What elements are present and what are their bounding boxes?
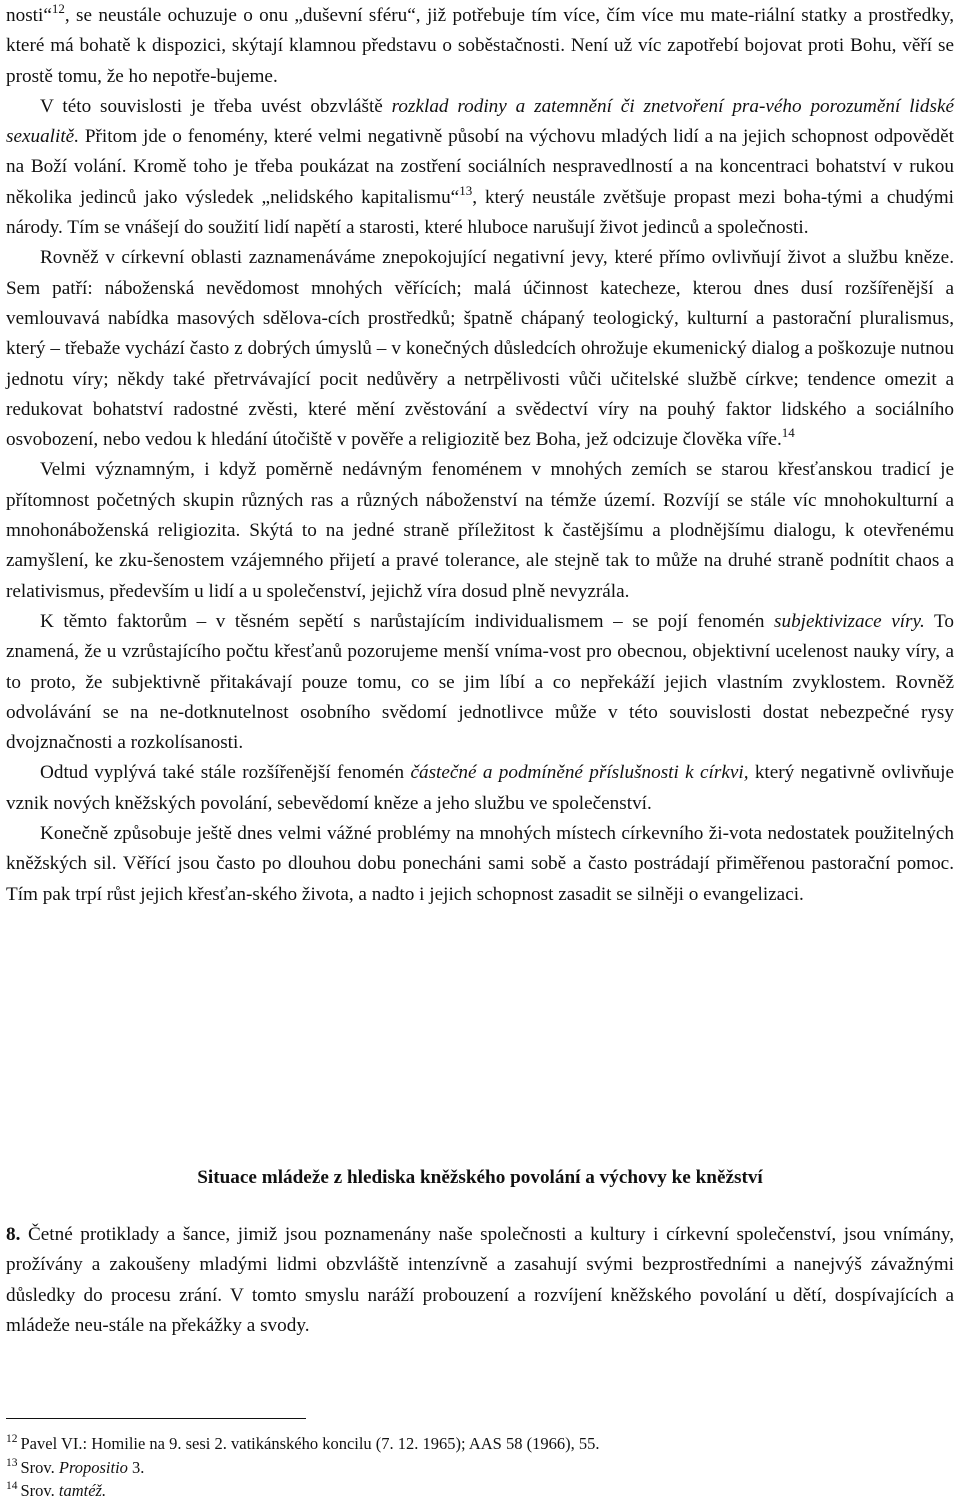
paragraph-5 xyxy=(6,607,954,758)
text-run: Četné protiklady a šance, jimiž jsou poznamenány naše společnosti a kultury i církevní společenství, jsou vnímány, prožívány a zakoušeny mladými lidmi obzvláště intenzívně a zasahují svými bezprostředními a nanejvýš závažnými důsledky do procesu zrání. V tomto smyslu naráží probouzení a rozvíjení kněžského povolání u dětí, dospívajících a mládeže neu-stále na překážky a svody. xyxy=(6,1224,954,1336)
paragraph-3 xyxy=(6,243,954,455)
emphasis: částečné a podmíněné příslušnosti k církvi, xyxy=(410,762,749,784)
footnote-number: 14 xyxy=(6,1480,18,1492)
text-run: To znamená, že u vzrůstajícího počtu křesťanů pozorujeme menší vníma-vost pro obecnou, objektivní ucelenost nauky víry, a to proto, že subjektivně přitakávají pouze tomu, co se jim líbí a co nepřekáží jejich vlastním zvyklostem. Rovněž odvolávání se na ne-dotknutelnost osobního svědomí jednotlivce může v této souvislosti dostat nebezpečné rysy dvojznačnosti a rozkolísanosti. xyxy=(6,610,954,754)
emphasis: rozklad rodiny a zatemnění či znetvoření pra-vého porozumění lidské sexualitě. xyxy=(6,95,954,148)
footnote-emphasis: tamtéž. xyxy=(58,1481,107,1500)
footnote-text: 3. xyxy=(127,1457,145,1477)
emphasis: subjektivizace víry. xyxy=(774,610,925,632)
paragraph-7 xyxy=(6,819,954,910)
text-run: Velmi významným, i když poměrně nedávným fenoménem v mnohých zemích se starou křesťanskou tradicí je přítomnost početných skupin různých ras a různých náboženství na témže území. Rozvíjí se stále víc mnohokulturní a mnohonáboženská religiozita. Skýtá to na jedné straně příležitost k častějšímu a plodnějšímu dialogu, k otevřenému zamyšlení, ke zku-šenostem vzájemného přijetí a pravé tolerance, ale stejně tak to může na druhé straně podnítit chaos a relativismus, především u lidí a u společenství, jejichž víra dosud plně nevyzrála. xyxy=(6,459,954,602)
paragraph-1 xyxy=(6,1,954,92)
footnote-number: 13 xyxy=(6,1456,18,1469)
footnote-ref-12[interactable]: 12 xyxy=(51,1,65,16)
paragraph-8 xyxy=(6,1220,954,1341)
footnote-text: Srov. xyxy=(20,1457,59,1477)
paragraph-2 xyxy=(6,92,954,243)
footnote-text: Srov. xyxy=(20,1481,59,1500)
text-run: který negativně ovlivňuje vznik nových kněžských povolání, sebevědomí kněze a jeho službu ve společenství. xyxy=(6,762,954,814)
text-run: Přitom jde o fenomény, které velmi negativně působí na výchovu mladých lidí a na jejich schopnost odpovědět na Boží volání. Kromě toho je třeba poukázat na zostření sociálních nespravedlností a na koncentraci bohatství v rukou několika jedinců jako výsledek „nelidského kapitalismu“ xyxy=(6,126,954,208)
text-run: V této souvislosti je třeba uvést obzvláště xyxy=(40,95,392,117)
text-run: , se neustále ochuzuje o onu „duševní sféru“, již potřebuje tím více, čím více mu mate-riální statky a prostředky, které má bohatě k dispozici, skýtají klamnou představu o soběstačnosti. Není už víc zapotřebí bojovat proti Bohu, věří se prostě tomu, že ho nepotře-bujeme. xyxy=(6,5,954,87)
text-run: Rovněž v církevní oblasti zaznamenáváme znepokojující negativní jevy, které přímo ovlivňují život a službu kněze. Sem patří: náboženská nevědomost mnohých věřících; malá účinnost katecheze, kterou dnes dusí rozšířenější a vemlouvavá nabídka masových sdělova-cích prostředků; špatně chápaný teologický, kulturní a pastorační pluralismus, který – třebaže vychází často z dobrých úmyslů – v konečných důsledcích ohrožuje ekumenický dialog a poškozuje nutnou jednotu víry; někdy také přetrvávající pocit nedůvěry a netrpělivosti vůči učitelské službě církve; tendence omezit a redukovat bohatství radostné zvěsti, které mění zvěstování a svědectví víry na pouhý faktor lidského a sociálního osvobození, nebo vedou k hledání útočiště v pověře a religiozitě bez Boha, jež odcizuje člověka víře. xyxy=(6,247,954,451)
section-heading: Situace mládeže z hlediska kněžského povolání a výchovy ke kněžství xyxy=(197,1167,763,1188)
footnote-emphasis: Propositio xyxy=(58,1457,128,1477)
text-run: nosti“ xyxy=(6,5,52,26)
paragraph-4 xyxy=(6,455,954,606)
text-run: , který neustále zvětšuje propast mezi boha-tými a chudými národy. Tím se vnášejí do soužití lidí napětí a starosti, které hluboce narušují život jedinců a společnosti. xyxy=(6,186,954,239)
text-run: Konečně způsobuje ještě dnes velmi vážné problémy na mnohých místech církevního ži-vota nedostatek použitelných kněžských sil. Věřící jsou často po dlouhou dobu ponecháni sami sobě a často postrádají přiměřenou pastorační pomoc. Tím pak trpí růst jejich křesťan-ského života, a nadto i jejich schopnost zasadit se silněji o evangelizaci. xyxy=(6,823,954,905)
footnote-ref-14[interactable]: 14 xyxy=(781,425,795,441)
footnote-divider xyxy=(6,1418,306,1419)
footnote-text: Pavel VI.: Homilie na 9. sesi 2. vatikánského koncilu (7. 12. 1965); AAS 58 (1966), 55. xyxy=(20,1434,600,1453)
text-run: Odtud vyplývá také stále rozšířenější fenomén xyxy=(40,762,411,784)
text-run: K těmto faktorům – v těsném sepětí s narůstajícím individualismem – se pojí fenomén xyxy=(40,610,775,632)
footnote-number: 12 xyxy=(6,1433,18,1445)
paragraph-6 xyxy=(6,758,954,819)
footnote-13 xyxy=(6,1456,954,1480)
footnote-14 xyxy=(6,1479,954,1503)
body-text xyxy=(6,1,954,910)
footnote-ref-13[interactable]: 13 xyxy=(459,182,473,198)
section-8 xyxy=(6,1220,954,1341)
footnotes xyxy=(6,1432,954,1503)
footnote-12 xyxy=(6,1432,954,1456)
section-number: 8. xyxy=(6,1224,21,1245)
